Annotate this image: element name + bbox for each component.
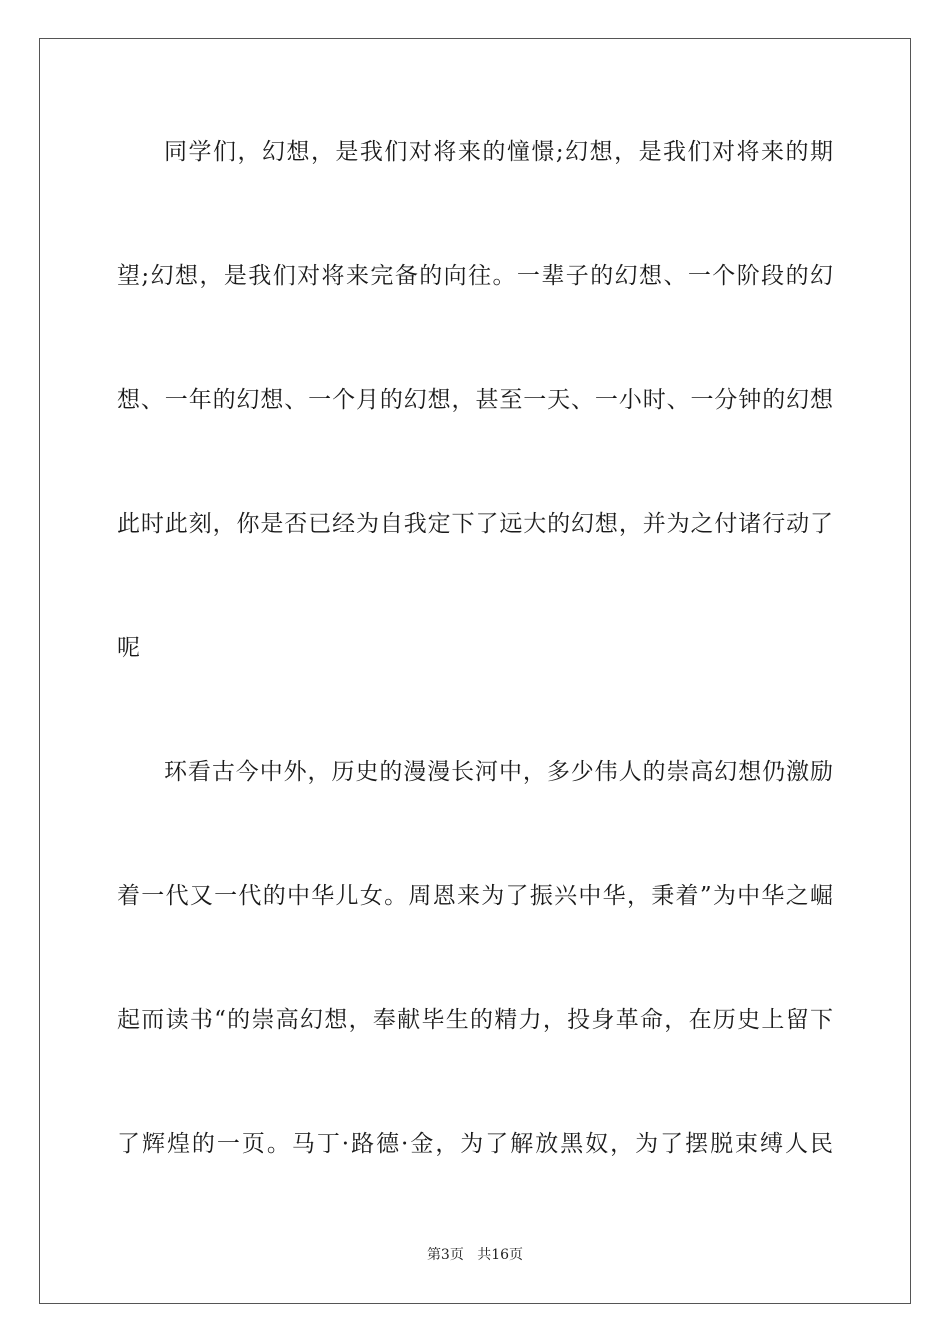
paragraph-line: 起而读书“的崇高幻想，奉献毕生的精力，投身革命，在历史上留下 [117,1007,833,1033]
paragraph-line: 望;幻想，是我们对将来完备的向往。一辈子的幻想、一个阶段的幻 [117,263,833,289]
paragraph-line: 想、一年的幻想、一个月的幻想，甚至一天、一小时、一分钟的幻想 [117,387,833,413]
page-total: 共16页 [477,1247,524,1263]
paragraph-line: 环看古今中外，历史的漫漫长河中，多少伟人的崇高幻想仍激励 [164,759,833,785]
paragraph-line: 此时此刻，你是否已经为自我定下了远大的幻想，并为之付诸行动了 [117,511,833,537]
page-frame [39,38,911,1304]
paragraph-line: 了辉煌的一页。马丁·路德·金，为了解放黑奴，为了摆脱束缚人民 [117,1131,833,1157]
page-number: 第3页 [426,1247,464,1263]
page-footer [0,1246,950,1264]
paragraph-line: 同学们，幻想，是我们对将来的憧憬;幻想，是我们对将来的期 [164,139,833,165]
paragraph-line: 着一代又一代的中华儿女。周恩来为了振兴中华，秉着”为中华之崛 [117,883,833,909]
paragraph-line: 呢 [117,635,142,661]
